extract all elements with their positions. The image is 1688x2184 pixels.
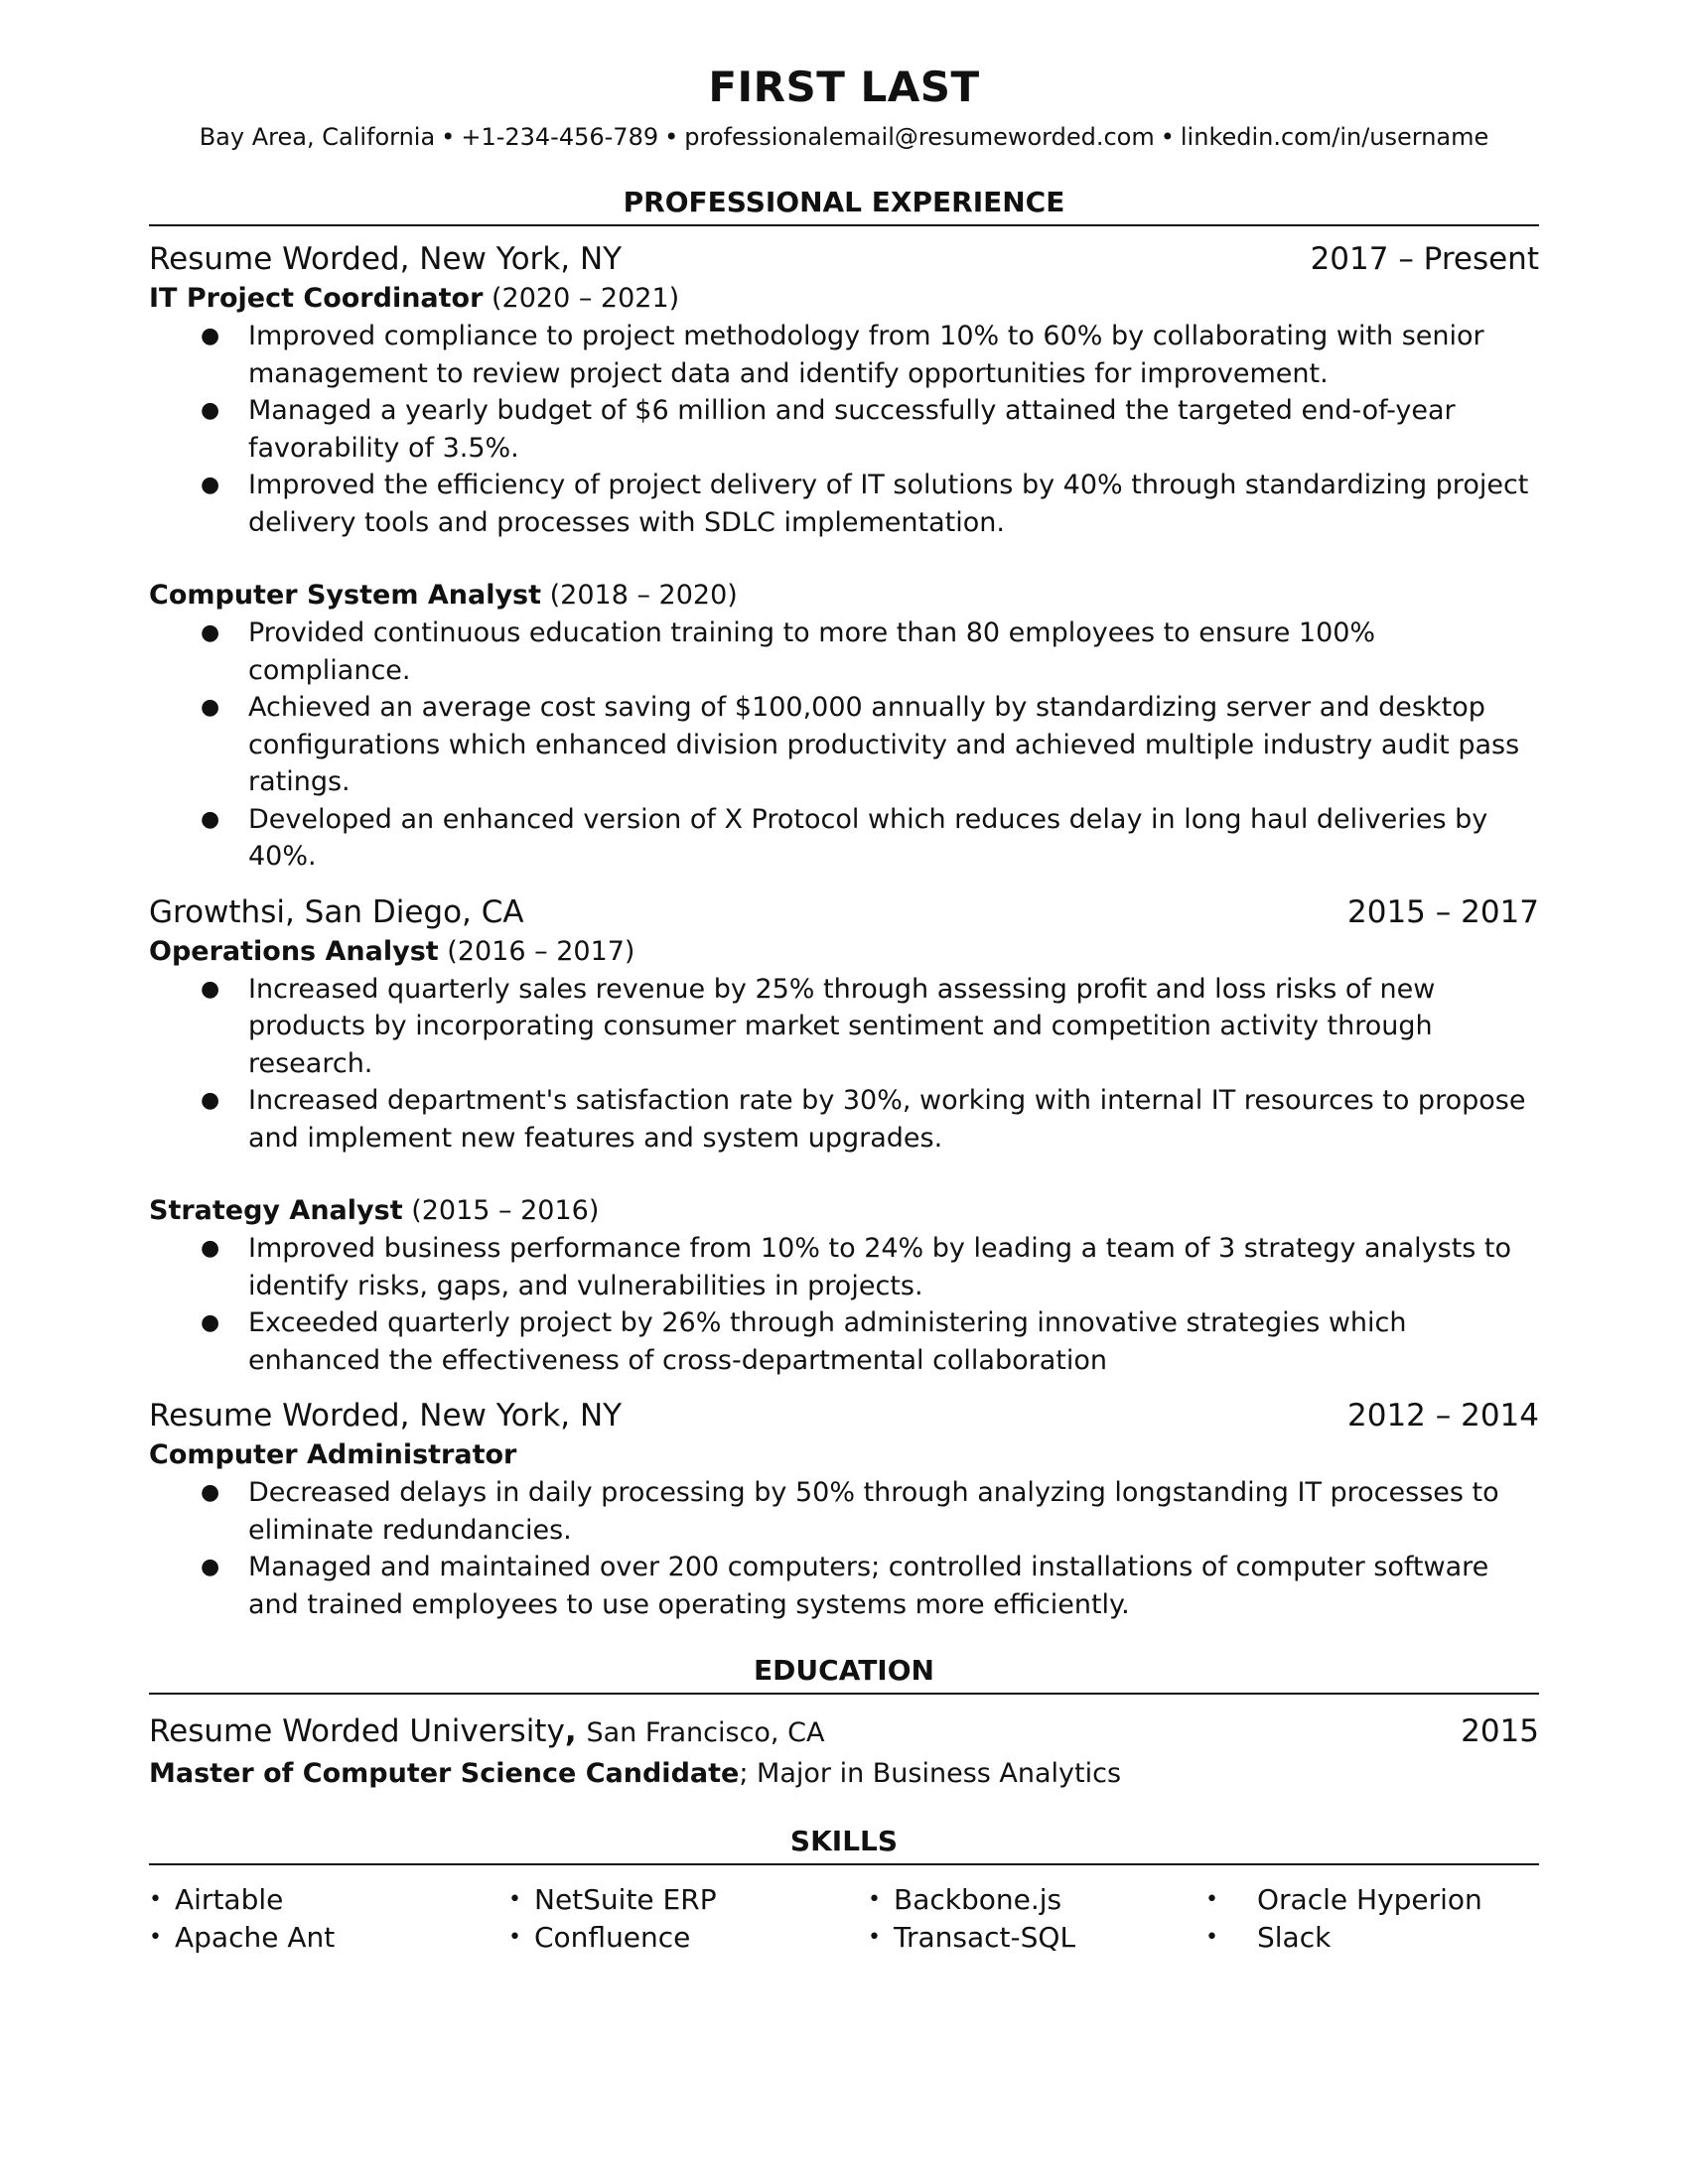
education-section-title: EDUCATION bbox=[149, 1651, 1539, 1695]
skill-label: Oracle Hyperion bbox=[1257, 1883, 1482, 1916]
bullet-icon: ● bbox=[201, 1088, 220, 1113]
bullet-text: Improved the efficiency of project delivery of IT solutions by 40% through standardizing project delivery tools and processes with SDLC implementation. bbox=[248, 470, 1529, 538]
skill-label: NetSuite ERP bbox=[534, 1883, 717, 1916]
contact-linkedin: linkedin.com/in/username bbox=[1180, 123, 1489, 151]
list-item bbox=[149, 1082, 1539, 1157]
experience-section-title: PROFESSIONAL EXPERIENCE bbox=[149, 183, 1539, 226]
bullet-icon: • bbox=[868, 1887, 881, 1912]
bullet-icon: ● bbox=[201, 806, 220, 832]
role-title: Computer Administrator bbox=[149, 1439, 517, 1470]
bullet-text: Decreased delays in daily processing by 50% through analyzing longstanding IT processes to eliminate redundancies. bbox=[248, 1477, 1499, 1546]
bullet-text: Managed a yearly budget of $6 million and successfully attained the targeted end-of-year favorability of 3.5%. bbox=[248, 395, 1456, 464]
skill-label: Backbone.js bbox=[894, 1883, 1062, 1916]
bullet-icon: ● bbox=[201, 695, 220, 720]
role-dates: (2015 – 2016) bbox=[411, 1195, 600, 1226]
role-title: IT Project Coordinator bbox=[149, 283, 484, 314]
role-bullets bbox=[149, 1230, 1539, 1379]
skill-label: Apache Ant bbox=[175, 1921, 336, 1954]
company-dates: 2012 – 2014 bbox=[1347, 1398, 1539, 1433]
skill-item bbox=[1205, 1919, 1539, 1957]
bullet-text: Increased quarterly sales revenue by 25% through assessing profit and loss risks of new products by incorporating consumer market sentiment and competition activity through research. bbox=[248, 973, 1436, 1079]
bullet-text: Increased department's satisfaction rate by 30%, working with internal IT resources to propose and implement new features and system upgrades. bbox=[248, 1085, 1526, 1154]
role-title: Strategy Analyst bbox=[149, 1195, 403, 1226]
list-item bbox=[149, 1304, 1539, 1379]
bullet-text: Provided continuous education training to more than 80 employees to ensure 100% compliance. bbox=[248, 617, 1376, 686]
education-year: 2015 bbox=[1461, 1713, 1539, 1749]
bullet-text: Managed and maintained over 200 computers; controlled installations of computer software and trained employees to use operating systems more efficiently. bbox=[248, 1552, 1489, 1620]
contact-separator: • bbox=[1160, 123, 1175, 151]
school-name: Resume Worded University bbox=[149, 1713, 565, 1749]
skill-label: Confluence bbox=[534, 1921, 691, 1954]
education-row bbox=[149, 1710, 1539, 1754]
list-item bbox=[149, 689, 1539, 801]
role-heading bbox=[149, 1436, 1539, 1474]
bullet-icon: ● bbox=[201, 620, 220, 645]
skill-item bbox=[868, 1919, 1205, 1957]
bullet-text: Improved business performance from 10% to 24% by leading a team of 3 strategy analysts to identify risks, gaps, and vulnerabilities in projects. bbox=[248, 1233, 1512, 1301]
role-heading bbox=[149, 280, 1539, 318]
bullet-icon: ● bbox=[201, 473, 220, 497]
role-dates: (2016 – 2017) bbox=[447, 935, 635, 967]
education-school-line bbox=[149, 1710, 824, 1754]
skills-section-title: SKILLS bbox=[149, 1822, 1539, 1865]
skill-item bbox=[508, 1919, 868, 1957]
bullet-icon: ● bbox=[201, 324, 220, 348]
bullet-text: Developed an enhanced version of X Protocol which reduces delay in long haul deliveries by 40%. bbox=[248, 803, 1488, 872]
company-row bbox=[149, 238, 1539, 280]
skill-item bbox=[149, 1919, 508, 1957]
bullet-icon: • bbox=[1205, 1887, 1218, 1912]
role-title: Computer System Analyst bbox=[149, 580, 542, 611]
role-heading bbox=[149, 577, 1539, 614]
bullet-icon: • bbox=[508, 1887, 521, 1912]
contact-separator: • bbox=[664, 123, 679, 151]
role-bullets bbox=[149, 971, 1539, 1158]
contact-email: professionalemail@resumeworded.com bbox=[684, 123, 1155, 151]
bullet-icon: • bbox=[508, 1925, 521, 1950]
list-item bbox=[149, 971, 1539, 1083]
company-dates: 2015 – 2017 bbox=[1347, 893, 1539, 930]
company-name: Resume Worded, New York, NY bbox=[149, 241, 623, 277]
role-bullets bbox=[149, 318, 1539, 541]
bullet-text: Improved compliance to project methodology from 10% to 60% by collaborating with senior management to review project data and identify opportunities for improvement. bbox=[248, 321, 1484, 389]
bullet-icon: • bbox=[149, 1887, 162, 1912]
company-row bbox=[149, 1395, 1539, 1436]
contact-line bbox=[149, 119, 1539, 155]
bullet-text: Achieved an average cost saving of $100,000 annually by standardizing server and desktop configurations which enhanced division productivity and achieved multiple industry audit pass ratings. bbox=[248, 692, 1520, 797]
list-item bbox=[149, 467, 1539, 541]
degree-line bbox=[149, 1754, 1539, 1794]
list-item bbox=[149, 1549, 1539, 1623]
bullet-text: Exceeded quarterly project by 26% through administering innovative strategies which enhanced the effectiveness of cross-departmental collaboration bbox=[248, 1307, 1407, 1376]
skill-label: Transact-SQL bbox=[894, 1921, 1076, 1954]
skill-item bbox=[508, 1881, 868, 1919]
bullet-icon: ● bbox=[201, 1310, 220, 1335]
role-dates: (2018 – 2020) bbox=[549, 580, 738, 611]
skills-grid bbox=[149, 1881, 1539, 1957]
skill-item bbox=[1205, 1881, 1539, 1919]
bullet-icon: ● bbox=[201, 976, 220, 1002]
skill-item bbox=[868, 1881, 1205, 1919]
contact-separator: • bbox=[441, 123, 456, 151]
resume-page bbox=[149, 58, 1539, 1957]
contact-location: Bay Area, California bbox=[199, 123, 436, 151]
degree-major: ; Major in Business Analytics bbox=[739, 1758, 1122, 1789]
list-item bbox=[149, 1474, 1539, 1549]
role-heading bbox=[149, 933, 1539, 971]
bullet-icon: ● bbox=[201, 1480, 220, 1505]
degree-title: Master of Computer Science Candidate bbox=[149, 1758, 740, 1789]
role-heading bbox=[149, 1192, 1539, 1230]
candidate-name: FIRST LAST bbox=[708, 63, 980, 111]
bullet-icon: • bbox=[868, 1925, 881, 1950]
bullet-icon: ● bbox=[201, 1555, 220, 1579]
skill-label: Airtable bbox=[175, 1883, 284, 1916]
list-item bbox=[149, 318, 1539, 392]
bullet-icon: • bbox=[149, 1925, 162, 1950]
bullet-icon: ● bbox=[201, 1236, 220, 1261]
list-item bbox=[149, 614, 1539, 689]
contact-phone: +1-234-456-789 bbox=[461, 123, 659, 151]
list-item bbox=[149, 392, 1539, 467]
skill-item bbox=[149, 1881, 508, 1919]
role-bullets bbox=[149, 614, 1539, 876]
company-row bbox=[149, 891, 1539, 933]
skill-label: Slack bbox=[1257, 1921, 1332, 1954]
list-item bbox=[149, 801, 1539, 876]
list-item bbox=[149, 1230, 1539, 1304]
role-dates: (2020 – 2021) bbox=[492, 283, 680, 314]
company-name: Resume Worded, New York, NY bbox=[149, 1398, 623, 1433]
role-bullets bbox=[149, 1474, 1539, 1623]
role-title: Operations Analyst bbox=[149, 935, 439, 967]
company-name: Growthsi, San Diego, CA bbox=[149, 893, 524, 930]
company-dates: 2017 – Present bbox=[1310, 241, 1539, 277]
school-comma: , bbox=[564, 1713, 577, 1749]
bullet-icon: ● bbox=[201, 398, 220, 423]
bullet-icon: • bbox=[1205, 1925, 1218, 1950]
school-location: San Francisco, CA bbox=[586, 1717, 825, 1748]
